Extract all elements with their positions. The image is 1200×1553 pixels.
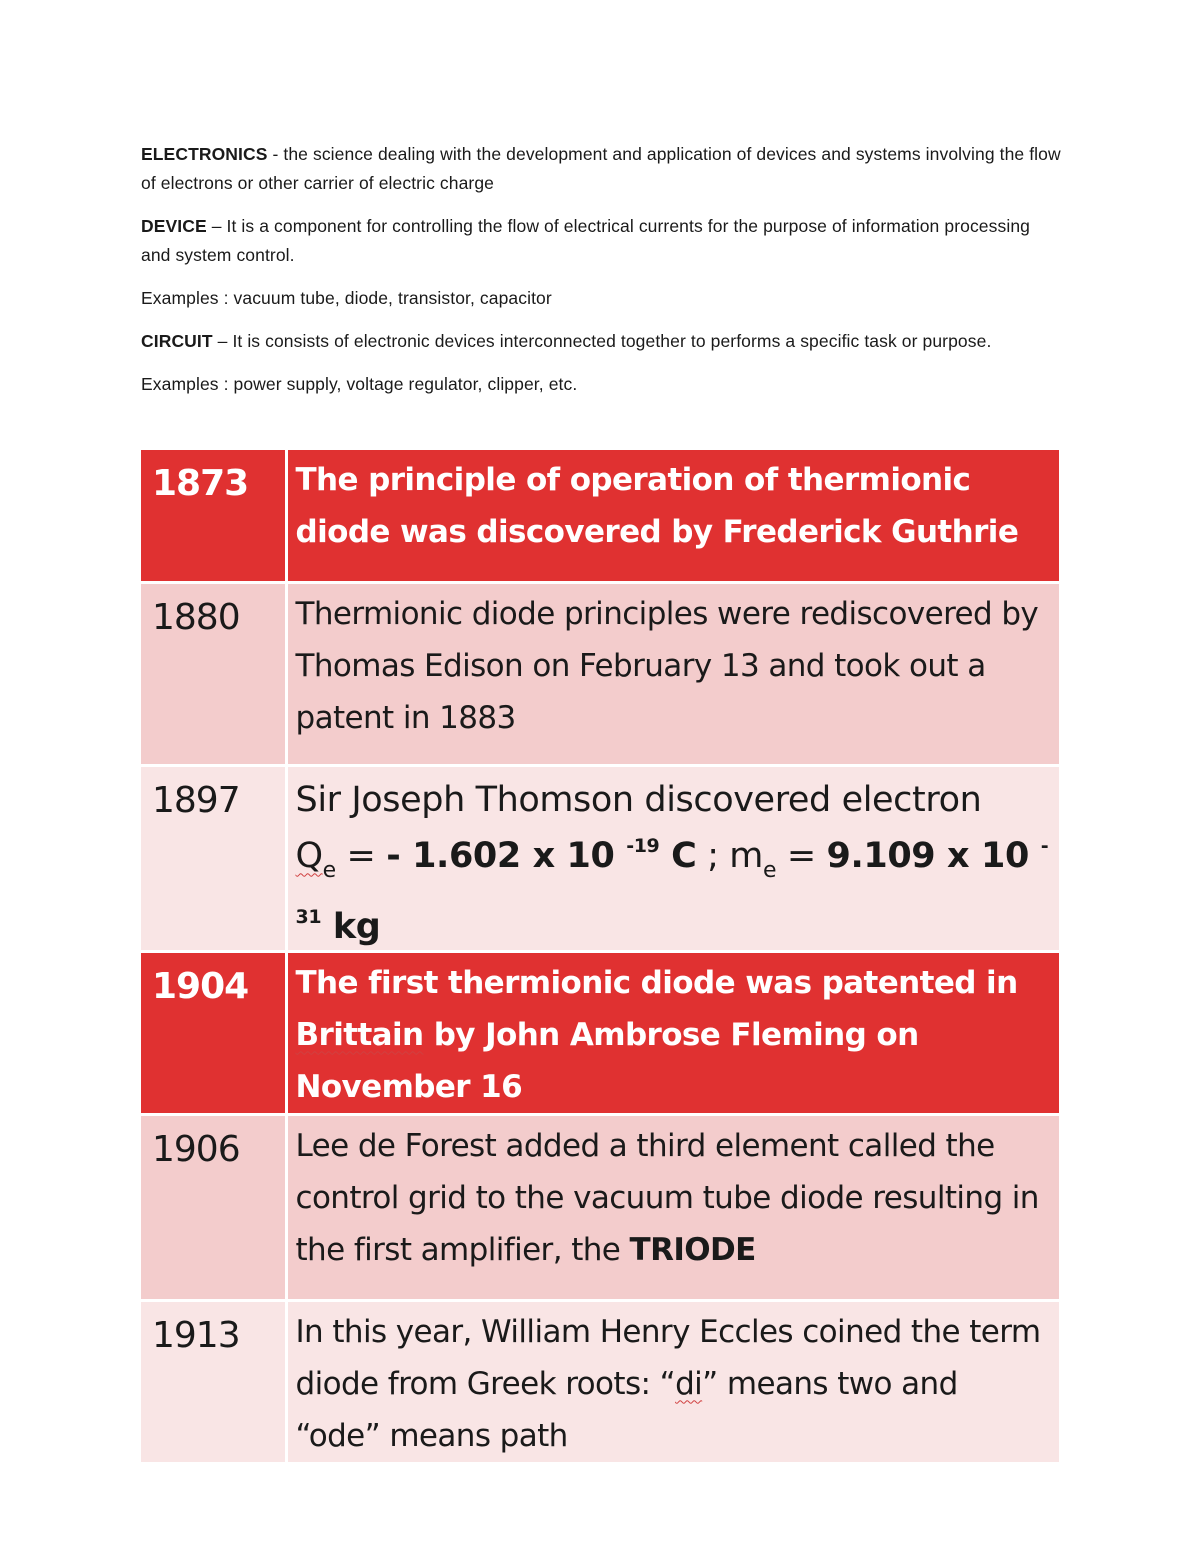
year-cell: 1880 xyxy=(141,582,286,765)
definition-text: It is a component for controlling the flow of electrical currents for the purpose of information processing and system control. xyxy=(141,216,1030,265)
year-cell: 1873 xyxy=(141,450,286,582)
definition-device: DEVICE – It is a component for controlling the flow of electrical currents for the purpose of information processing and system control. xyxy=(141,216,1030,265)
year-cell: 1904 xyxy=(141,951,286,1114)
definition-text: the science dealing with the development and application of devices and systems involving the flow of electrons or other carrier of electric charge xyxy=(141,144,1061,193)
definition-text: It is consists of electronic devices interconnected together to performs a specific task or purpose. xyxy=(232,331,992,351)
document-body xyxy=(141,140,1061,413)
event-cell: Sir Joseph Thomson discovered electron $Q_e$ = - 1.602 x 10 $^{-19}$ C ; $m_e = 9.109$ x 10 - $^{31}$ kg xyxy=(286,765,1059,951)
event-cell: Lee de Forest added a third element called the control grid to the vacuum tube diode resulting in the first amplifier, the TRIODE xyxy=(286,1114,1059,1300)
table-row xyxy=(141,765,1059,951)
table-row xyxy=(141,1114,1059,1300)
year-cell: 1906 xyxy=(141,1114,286,1300)
event-cell: In this year, William Henry Eccles coined the term diode from Greek roots: “di” means two and “ode” means path xyxy=(286,1300,1059,1462)
table-row xyxy=(141,450,1059,582)
event-cell: The first thermionic diode was patented in Brittain by John Ambrose Fleming on November 16 xyxy=(286,951,1059,1114)
definition-circuit: CIRCUIT – It is consists of electronic devices interconnected together to performs a specific task or purpose. xyxy=(141,331,992,351)
year-cell: 1913 xyxy=(141,1300,286,1462)
event-cell: Thermionic diode principles were rediscovered by Thomas Edison on February 13 and took out a patent in 1883 xyxy=(286,582,1059,765)
definition-electronics: ELECTRONICS - the science dealing with the development and application of devices and systems involving the flow of electrons or other carrier of electric charge xyxy=(141,144,1061,193)
event-cell: The principle of operation of thermionic diode was discovered by Frederick Guthrie xyxy=(286,450,1059,582)
examples-circuits: Examples : power supply, voltage regulator, clipper, etc. xyxy=(141,374,578,394)
examples-devices: Examples : vacuum tube, diode, transistor, capacitor xyxy=(141,288,552,308)
year-cell: 1897 xyxy=(141,765,286,951)
timeline-table xyxy=(141,450,1059,1462)
table-row xyxy=(141,582,1059,765)
table-row xyxy=(141,951,1059,1114)
term-electronics: ELECTRONICS xyxy=(141,144,268,164)
term-device: DEVICE xyxy=(141,216,207,236)
table-row xyxy=(141,1300,1059,1462)
term-circuit: CIRCUIT xyxy=(141,331,213,351)
